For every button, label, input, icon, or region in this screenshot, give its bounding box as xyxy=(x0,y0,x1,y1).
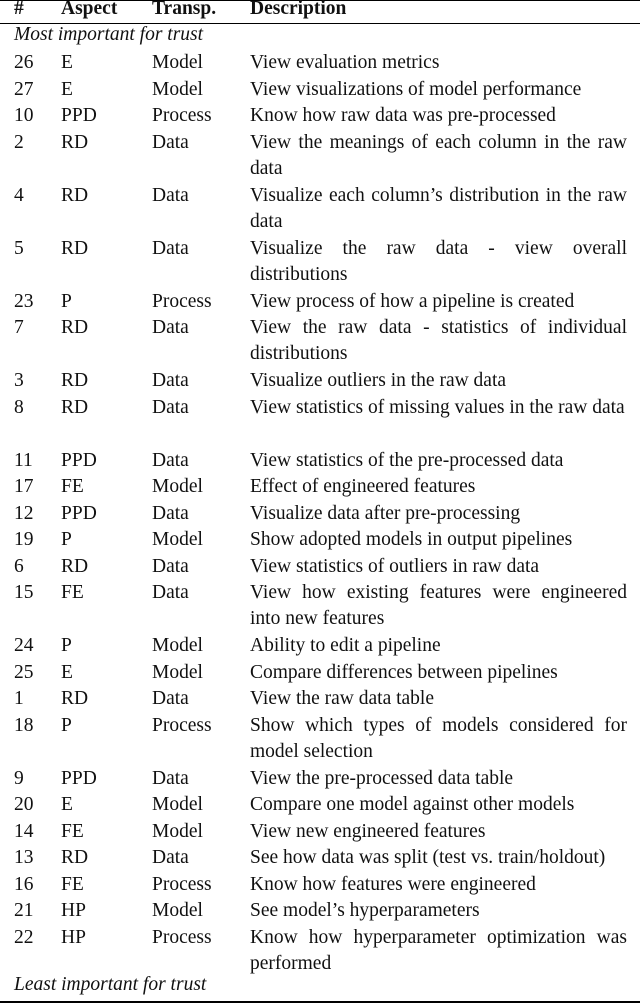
row-number: 16 xyxy=(14,873,34,895)
row-number: 22 xyxy=(14,926,34,948)
row-aspect: P xyxy=(61,529,72,550)
row-aspect: PPD xyxy=(61,502,97,524)
row-description: View the raw data table xyxy=(250,688,434,709)
row-transparency: Data xyxy=(152,131,189,153)
table-row xyxy=(0,686,640,713)
row-description: See model’s hyperparameters xyxy=(250,900,480,921)
table-row xyxy=(0,289,640,316)
row-description: Know how raw data was pre-processed xyxy=(250,105,556,126)
row-aspect: E xyxy=(61,794,73,815)
row-number: 15 xyxy=(14,582,34,603)
table-row xyxy=(0,872,640,899)
row-aspect: P xyxy=(61,714,72,736)
table-row xyxy=(0,474,640,501)
row-aspect: RD xyxy=(61,317,89,338)
row-number: 10 xyxy=(14,105,34,126)
row-transparency: Process xyxy=(152,926,212,948)
table-row xyxy=(0,77,640,104)
row-transparency: Process xyxy=(152,290,212,312)
row-aspect: PPD xyxy=(61,449,97,471)
table-row xyxy=(0,845,640,872)
header-description: Description xyxy=(250,0,347,19)
row-transparency: Data xyxy=(152,449,189,471)
row-number: 17 xyxy=(14,476,34,497)
row-number: 3 xyxy=(14,370,24,391)
row-transparency: Data xyxy=(152,555,189,577)
row-transparency: Data xyxy=(152,317,189,338)
row-number: 21 xyxy=(14,900,34,921)
row-transparency: Data xyxy=(152,370,189,391)
row-aspect: E xyxy=(61,661,73,683)
table-row xyxy=(0,183,640,236)
row-number: 26 xyxy=(14,52,34,73)
row-aspect: HP xyxy=(61,926,86,948)
table-row xyxy=(0,580,640,633)
row-aspect: FE xyxy=(61,873,84,895)
row-transparency: Process xyxy=(152,105,212,126)
row-number: 13 xyxy=(14,847,34,868)
row-transparency: Process xyxy=(152,873,212,895)
top-note: Most important for trust xyxy=(14,24,204,45)
table-row xyxy=(0,395,640,448)
row-transparency: Model xyxy=(152,661,203,683)
row-number: 6 xyxy=(14,555,24,577)
row-aspect: RD xyxy=(61,555,89,577)
row-aspect: P xyxy=(61,635,72,656)
table-body xyxy=(0,50,640,978)
header-row xyxy=(0,0,640,22)
row-transparency: Model xyxy=(152,794,203,815)
table-row xyxy=(0,713,640,766)
table-row xyxy=(0,501,640,528)
row-number: 27 xyxy=(14,78,34,100)
row-number: 4 xyxy=(14,184,24,206)
row-number: 7 xyxy=(14,317,24,338)
row-number: 9 xyxy=(14,767,24,789)
table-row xyxy=(0,660,640,687)
row-aspect: E xyxy=(61,78,73,100)
row-number: 12 xyxy=(14,502,34,524)
bottom-note: Least important for trust xyxy=(14,974,207,995)
table-row xyxy=(0,898,640,925)
header-num: # xyxy=(14,0,24,19)
table-row xyxy=(0,50,640,77)
row-aspect: RD xyxy=(61,847,89,868)
row-number: 20 xyxy=(14,794,34,815)
header-aspect: Aspect xyxy=(61,0,118,19)
row-number: 5 xyxy=(14,237,24,259)
table-row xyxy=(0,236,640,289)
row-transparency: Data xyxy=(152,237,189,259)
row-transparency: Data xyxy=(152,582,189,603)
row-transparency: Model xyxy=(152,900,203,921)
row-description: View statistics of outliers in raw data xyxy=(250,555,540,577)
table-row xyxy=(0,554,640,581)
row-description: Know how hyperparameter optimization was performed xyxy=(250,926,627,974)
row-description: View visualizations of model performance xyxy=(250,78,582,100)
row-number: 1 xyxy=(14,688,24,709)
table-row xyxy=(0,792,640,819)
row-transparency: Process xyxy=(152,714,212,736)
row-aspect: PPD xyxy=(61,767,97,789)
row-description: Visualize the raw data - view overall distributions xyxy=(250,237,627,285)
table-row xyxy=(0,766,640,793)
row-description: Effect of engineered features xyxy=(250,476,476,497)
row-transparency: Model xyxy=(152,635,203,656)
row-description: View process of how a pipeline is created xyxy=(250,290,575,312)
row-aspect: RD xyxy=(61,237,89,259)
row-transparency: Model xyxy=(152,52,203,73)
row-description: View statistics of the pre-processed data xyxy=(250,449,564,471)
row-description: Show adopted models in output pipelines xyxy=(250,529,573,550)
row-description: Know how features were engineered xyxy=(250,873,536,895)
row-aspect: RD xyxy=(61,370,89,391)
row-transparency: Data xyxy=(152,847,189,868)
row-description: Visualize data after pre-processing xyxy=(250,502,521,524)
row-description: View how existing features were engineered into new features xyxy=(250,582,627,629)
row-number: 23 xyxy=(14,290,34,312)
table-row xyxy=(0,527,640,554)
row-aspect: FE xyxy=(61,820,84,842)
row-aspect: E xyxy=(61,52,73,73)
row-description: Show which types of models considered for model selection xyxy=(250,714,627,762)
row-number: 11 xyxy=(14,449,33,471)
table-row xyxy=(0,130,640,183)
row-transparency: Data xyxy=(152,396,189,418)
row-description: View statistics of missing values in the raw data xyxy=(250,396,625,418)
row-description: Compare one model against other models xyxy=(250,794,575,815)
table-row xyxy=(0,448,640,475)
row-description: View evaluation metrics xyxy=(250,52,440,73)
row-description: View the pre-processed data table xyxy=(250,767,514,789)
row-description: View the meanings of each column in the raw data xyxy=(250,131,627,179)
header-transparency: Transp. xyxy=(152,0,217,19)
table-row xyxy=(0,103,640,130)
row-description: Ability to edit a pipeline xyxy=(250,635,441,656)
row-transparency: Model xyxy=(152,78,203,100)
row-description: Compare differences between pipelines xyxy=(250,661,558,683)
row-number: 8 xyxy=(14,396,24,418)
row-description: View new engineered features xyxy=(250,820,486,842)
row-description: View the raw data - statistics of individual distributions xyxy=(250,317,627,364)
row-aspect: RD xyxy=(61,184,89,206)
row-transparency: Model xyxy=(152,476,203,497)
row-transparency: Data xyxy=(152,767,189,789)
row-number: 2 xyxy=(14,131,24,153)
row-aspect: FE xyxy=(61,582,84,603)
row-aspect: PPD xyxy=(61,105,97,126)
table-row xyxy=(0,315,640,368)
row-aspect: HP xyxy=(61,900,86,921)
row-aspect: RD xyxy=(61,688,89,709)
row-transparency: Model xyxy=(152,820,203,842)
row-number: 25 xyxy=(14,661,34,683)
row-transparency: Data xyxy=(152,688,189,709)
table-row xyxy=(0,819,640,846)
row-aspect: RD xyxy=(61,131,89,153)
row-transparency: Data xyxy=(152,184,189,206)
row-transparency: Model xyxy=(152,529,203,550)
row-number: 18 xyxy=(14,714,34,736)
row-aspect: FE xyxy=(61,476,84,497)
row-number: 24 xyxy=(14,635,34,656)
table-row xyxy=(0,633,640,660)
table-row xyxy=(0,368,640,395)
row-transparency: Data xyxy=(152,502,189,524)
row-number: 14 xyxy=(14,820,34,842)
row-number: 19 xyxy=(14,529,34,550)
row-aspect: P xyxy=(61,290,72,312)
row-description: See how data was split (test vs. train/holdout) xyxy=(250,847,606,868)
row-description: Visualize each column’s distribution in the raw data xyxy=(250,184,627,232)
table-row xyxy=(0,925,640,978)
row-aspect: RD xyxy=(61,396,89,418)
row-description: Visualize outliers in the raw data xyxy=(250,370,507,391)
